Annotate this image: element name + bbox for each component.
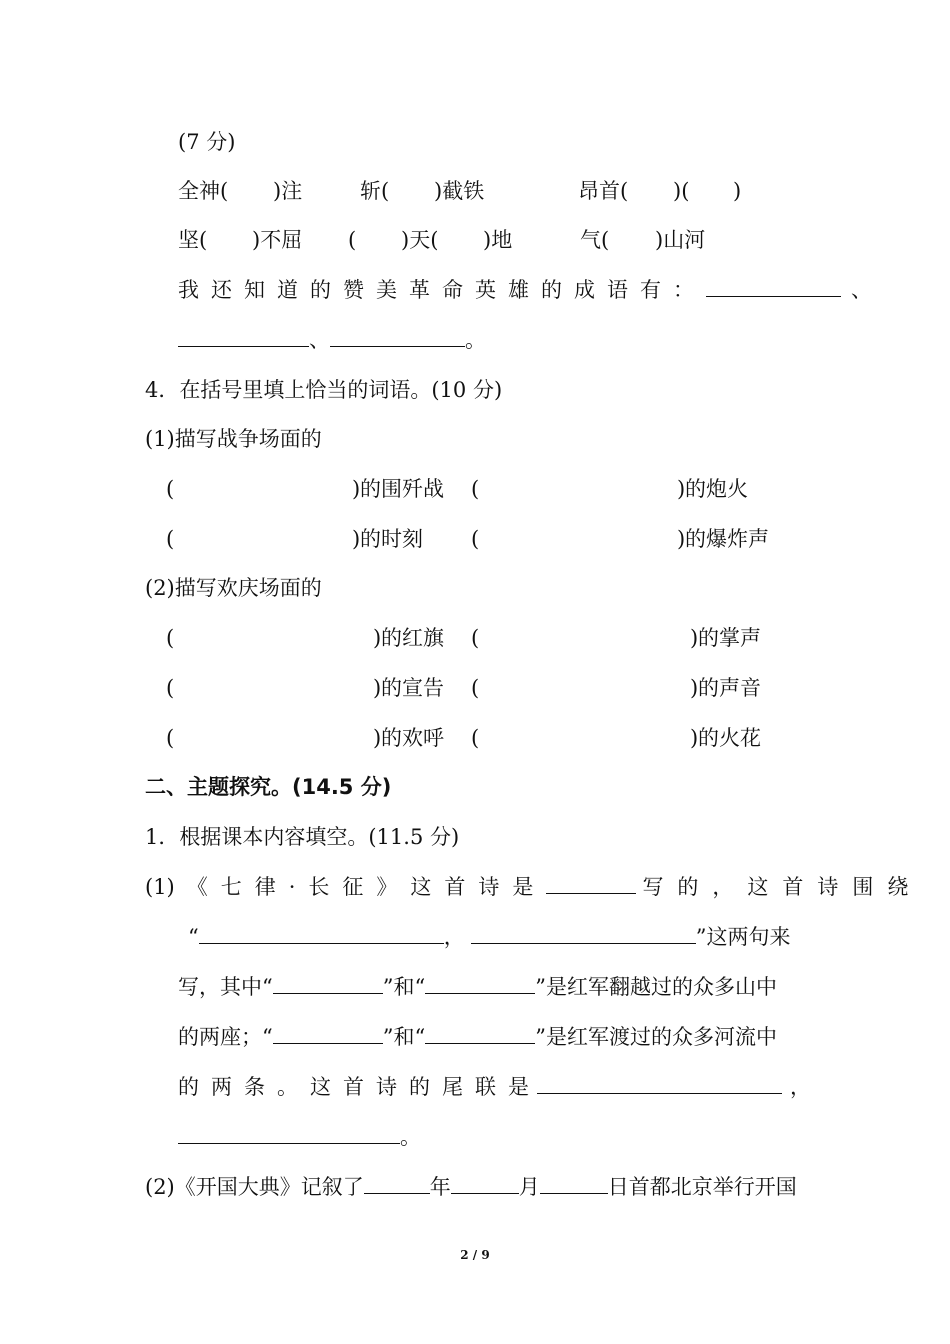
open-paren: ( xyxy=(166,527,175,551)
fill-item: 的红旗 xyxy=(381,626,444,650)
answer-blank[interactable] xyxy=(199,923,444,944)
idiom-6-start: 气( xyxy=(580,228,610,252)
p1-line-3: 写，其中“ ”和“ ”是红军翻越过的众多山中 xyxy=(178,975,777,999)
q3-points: (7 分) xyxy=(178,130,236,154)
mountain-blank-1[interactable] xyxy=(273,973,383,994)
p1-line-5: 的两条。这首诗的尾联是 ， xyxy=(178,1075,811,1099)
river-blank-1[interactable] xyxy=(273,1023,383,1044)
fill-item: 的掌声 xyxy=(698,626,761,650)
mountain-blank-2[interactable] xyxy=(425,973,535,994)
open-paren: ( xyxy=(166,626,175,650)
idiom-6-end: )山河 xyxy=(655,228,706,252)
open-paren: ( xyxy=(471,726,480,750)
p1-line-6: 。 xyxy=(178,1123,421,1151)
open-paren: ( xyxy=(471,626,480,650)
answer-blank[interactable] xyxy=(471,923,696,944)
idiom-4-end: )不屈 xyxy=(252,228,303,252)
close-paren: ) xyxy=(677,477,686,501)
idiom-3-end: ) xyxy=(733,179,742,203)
fill-item: 的火花 xyxy=(698,726,761,750)
q4-title: 4．在括号里填上恰当的词语。(10 分) xyxy=(145,378,503,402)
idiom-5-end: )地 xyxy=(483,228,513,252)
idiom-3-start: 昂首( xyxy=(578,179,629,203)
q4-part2-label: (2)描写欢庆场面的 xyxy=(145,576,322,600)
close-paren: ) xyxy=(373,726,382,750)
close-paren: ) xyxy=(373,626,382,650)
extra-idioms-line: 我还知道的赞美革命英雄的成语有： 、 xyxy=(178,278,872,302)
extra-idioms-prompt: 我还知道的赞美革命英雄的成语有： xyxy=(178,278,706,302)
page-number: 2 / 9 xyxy=(460,1248,490,1262)
p1-line-4: 的两座；“ ”和“ ”是红军渡过的众多河流中 xyxy=(178,1025,777,1049)
p1-line-2: “ ， ”这两句来 xyxy=(188,925,791,949)
section-2-title: 二、主题探究。(14.5 分) xyxy=(145,775,392,799)
answer-blank[interactable] xyxy=(706,276,841,297)
year-blank[interactable] xyxy=(364,1173,430,1194)
idiom-3-mid: )( xyxy=(673,179,690,203)
open-paren: ( xyxy=(471,527,480,551)
open-paren: ( xyxy=(471,676,480,700)
idiom-2-start: 斩( xyxy=(360,179,390,203)
answer-blank[interactable] xyxy=(178,326,309,347)
day-blank[interactable] xyxy=(540,1173,608,1194)
open-paren: ( xyxy=(166,477,175,501)
fill-item: 的围歼战 xyxy=(360,477,444,501)
fill-item: 的爆炸声 xyxy=(685,527,769,551)
idiom-5-start: ( xyxy=(348,228,357,252)
open-paren: ( xyxy=(471,477,480,501)
open-paren: ( xyxy=(166,726,175,750)
close-paren: ) xyxy=(690,676,699,700)
extra-idioms-line-2: 、 。 xyxy=(178,326,486,354)
close-paren: ) xyxy=(690,726,699,750)
close-paren: ) xyxy=(352,477,361,501)
idiom-1-start: 全神( xyxy=(178,179,229,203)
river-blank-2[interactable] xyxy=(425,1023,535,1044)
answer-blank[interactable] xyxy=(330,326,465,347)
open-paren: ( xyxy=(166,676,175,700)
s2-q1-title: 1．根据课本内容填空。(11.5 分) xyxy=(145,825,460,849)
close-paren: ) xyxy=(373,676,382,700)
idiom-2-end: )截铁 xyxy=(434,179,485,203)
month-blank[interactable] xyxy=(451,1173,519,1194)
fill-item: 的欢呼 xyxy=(381,726,444,750)
final-couplet-blank-2[interactable] xyxy=(178,1123,400,1144)
idiom-1-end: )注 xyxy=(273,179,303,203)
idiom-5-mid: )天( xyxy=(401,228,439,252)
idiom-4-start: 坚( xyxy=(178,228,208,252)
final-couplet-blank-1[interactable] xyxy=(537,1073,782,1094)
fill-item: 的时刻 xyxy=(360,527,423,551)
fill-item: 的炮火 xyxy=(685,477,748,501)
close-paren: ) xyxy=(352,527,361,551)
fill-item: 的宣告 xyxy=(381,676,444,700)
p2-line-1: (2)《开国大典》记叙了 年 月 日首都北京举行开国 xyxy=(145,1175,797,1199)
fill-item: 的声音 xyxy=(698,676,761,700)
q4-part1-label: (1)描写战争场面的 xyxy=(145,427,322,451)
close-paren: ) xyxy=(690,626,699,650)
author-blank[interactable] xyxy=(546,873,636,894)
close-paren: ) xyxy=(677,527,686,551)
p1-line-1: (1) 《七律·长征》这首诗是 写的，这首诗围绕 xyxy=(145,875,923,899)
